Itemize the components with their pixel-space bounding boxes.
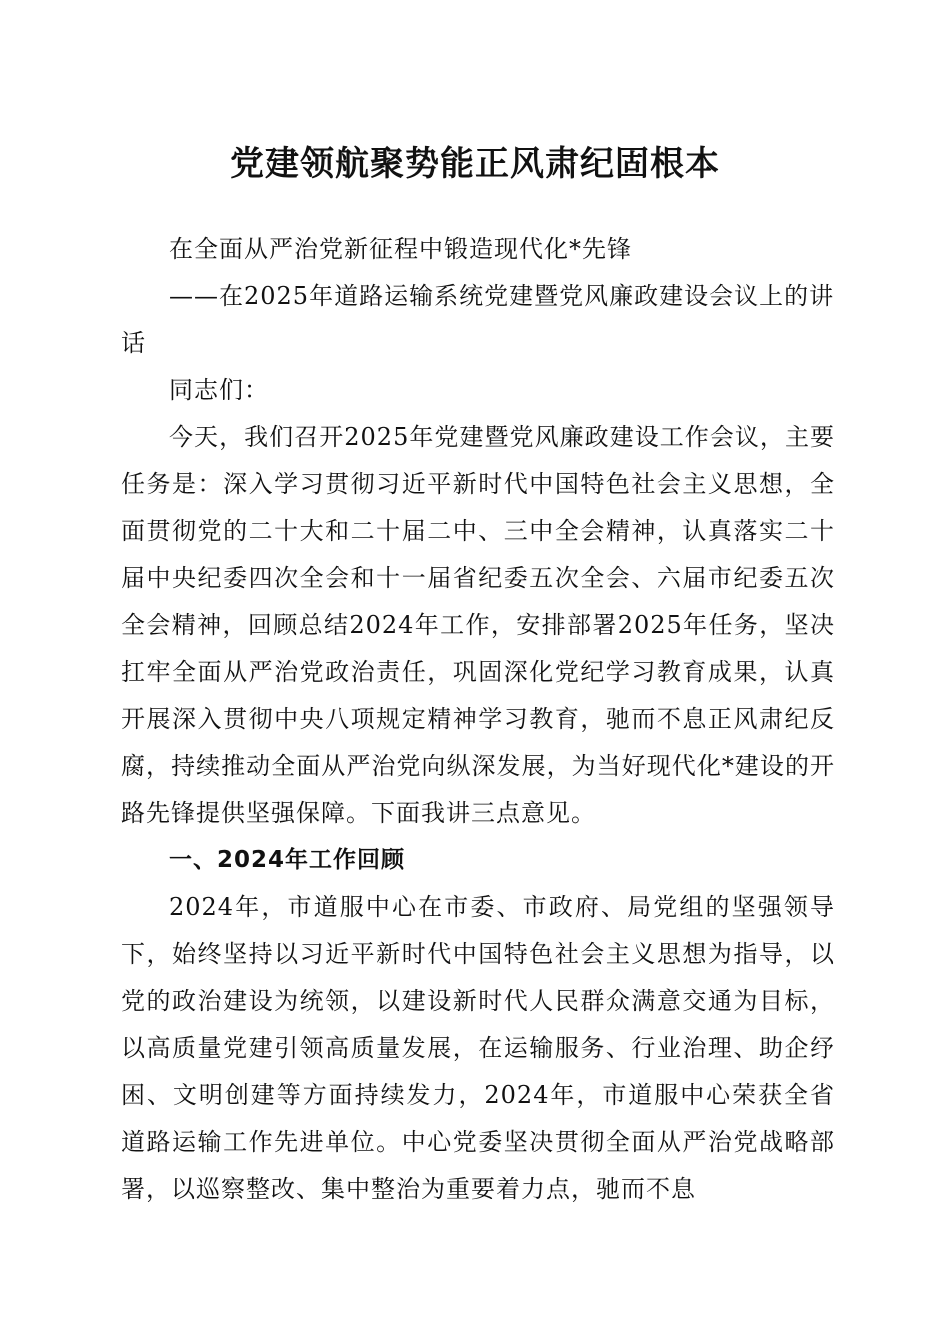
intro-paragraph: 今天，我们召开2025年党建暨党风廉政建设工作会议，主要任务是：深入学习贯彻习近平新时代中国特色社会主义思想，全面贯彻党的二十大和二十届二中、三中全会精神，认真落实二十届中央纪委四次全会和十一届省纪委五次全会、六届市纪委五次全会精神，回顾总结2024年工作，安排部署2025年任务，坚决扛牢全面从严治党政治责任，巩固深化党纪学习教育成果，认真开展深入贯彻中央八项规定精神学习教育，驰而不息正风肃纪反腐，持续推动全面从严治党向纵深发展，为当好现代化*建设的开路先锋提供坚强保障。下面我讲三点意见。 — [121, 423, 835, 827]
section-heading-1: 一、2024年工作回顾 — [169, 847, 406, 873]
occasion-paragraph: ——在2025年道路运输系统党建暨党风廉政建设会议上的讲话 — [121, 282, 835, 357]
salutation-paragraph: 同志们： — [169, 376, 269, 404]
subtitle-paragraph: 在全面从严治党新征程中锻造现代化*先锋 — [169, 235, 632, 263]
document-body — [121, 226, 835, 1213]
document-title: 党建领航聚势能正风肃纪固根本 — [230, 144, 720, 184]
section-1-paragraph: 2024年，市道服中心在市委、市政府、局党组的坚强领导下，始终坚持以习近平新时代中国特色社会主义思想为指导，以党的政治建设为统领，以建设新时代人民群众满意交通为目标，以高质量党建引领高质量发展，在运输服务、行业治理、助企纾困、文明创建等方面持续发力，2024年，市道服中心荣获全省道路运输工作先进单位。中心党委坚决贯彻全面从严治党战略部署，以巡察整改、集中整治为重要着力点，驰而不息 — [121, 893, 835, 1203]
